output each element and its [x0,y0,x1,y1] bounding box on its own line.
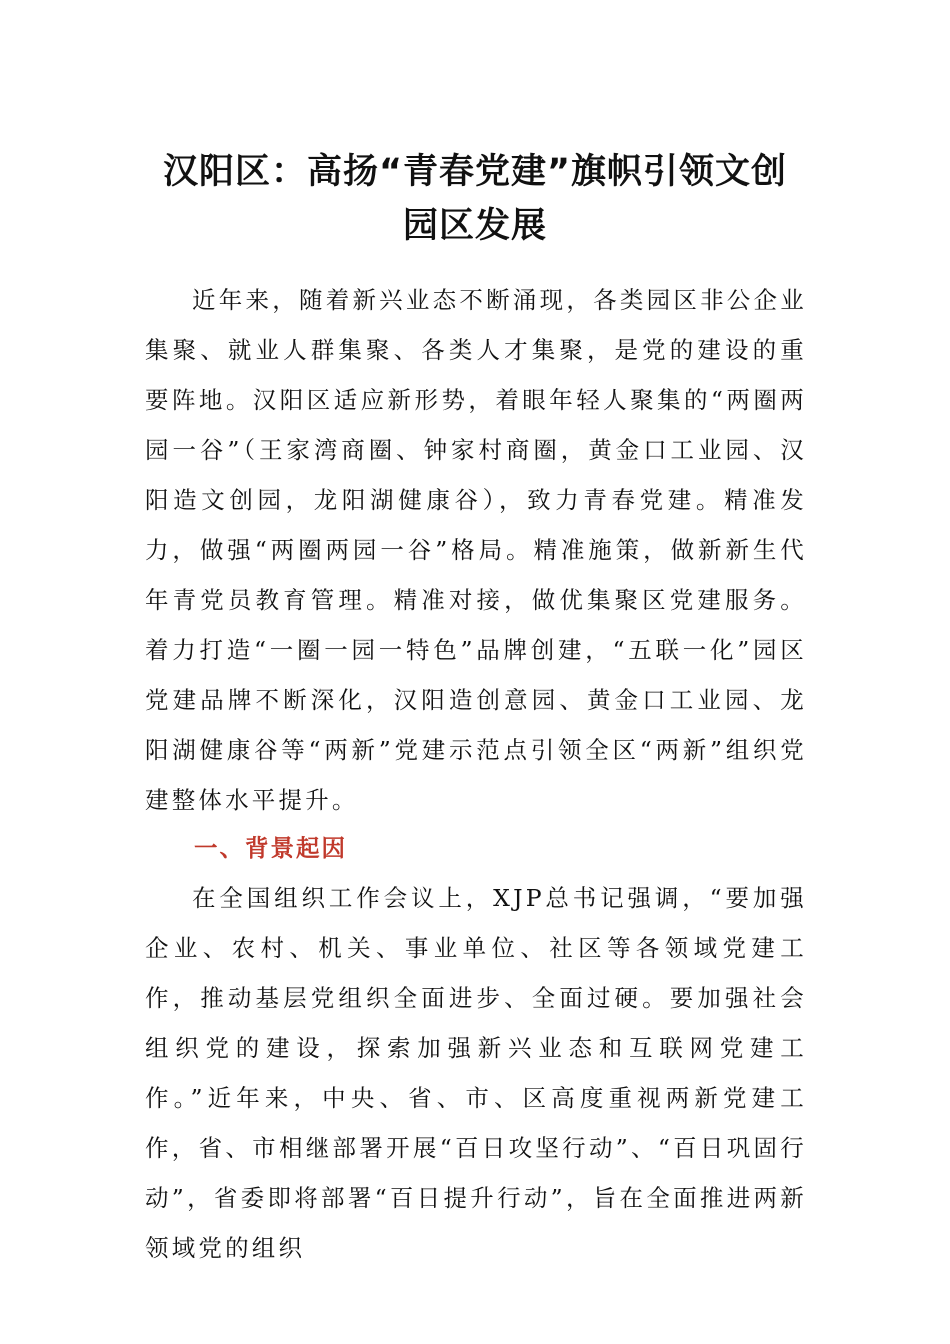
section-heading-background: 一、背景起因 [194,834,347,862]
title-line-2: 园区发展 [402,206,547,246]
title-line-1: 汉阳区：高扬“青春党建”旗帜引领文创 [162,152,787,192]
document-title [140,145,810,253]
section-paragraph-background: 在全国组织工作会议上，XJP总书记强调，“要加强企业、农村、机关、事业单位、社区等各领域党建工作，推动基层党组织全面进步、全面过硬。要加强社会组织党的建设，探索加强新兴业态和互联网党建工作。”近年来，中央、省、市、区高度重视两新党建工作，省、市相继部署开展“百日攻坚行动”、“百日巩固行动”，省委即将部署“百日提升行动”，旨在全面推进两新领域党的组织 [145,884,807,1262]
intro-paragraph: 近年来，随着新兴业态不断涌现，各类园区非公企业集聚、就业人群集聚、各类人才集聚，是党的建设的重要阵地。汉阳区适应新形势，着眼年轻人聚集的“两圈两园一谷”（王家湾商圈、钟家村商圈，黄金口工业园、汉阳造文创园，龙阳湖健康谷），致力青春党建。精准发力，做强“两圈两园一谷”格局。精准施策，做新新生代年青党员教育管理。精准对接，做优集聚区党建服务。着力打造“一圈一园一特色”品牌创建，“五联一化”园区党建品牌不断深化，汉阳造创意园、黄金口工业园、龙阳湖健康谷等“两新”党建示范点引领全区“两新”组织党建整体水平提升。 [145,286,807,814]
